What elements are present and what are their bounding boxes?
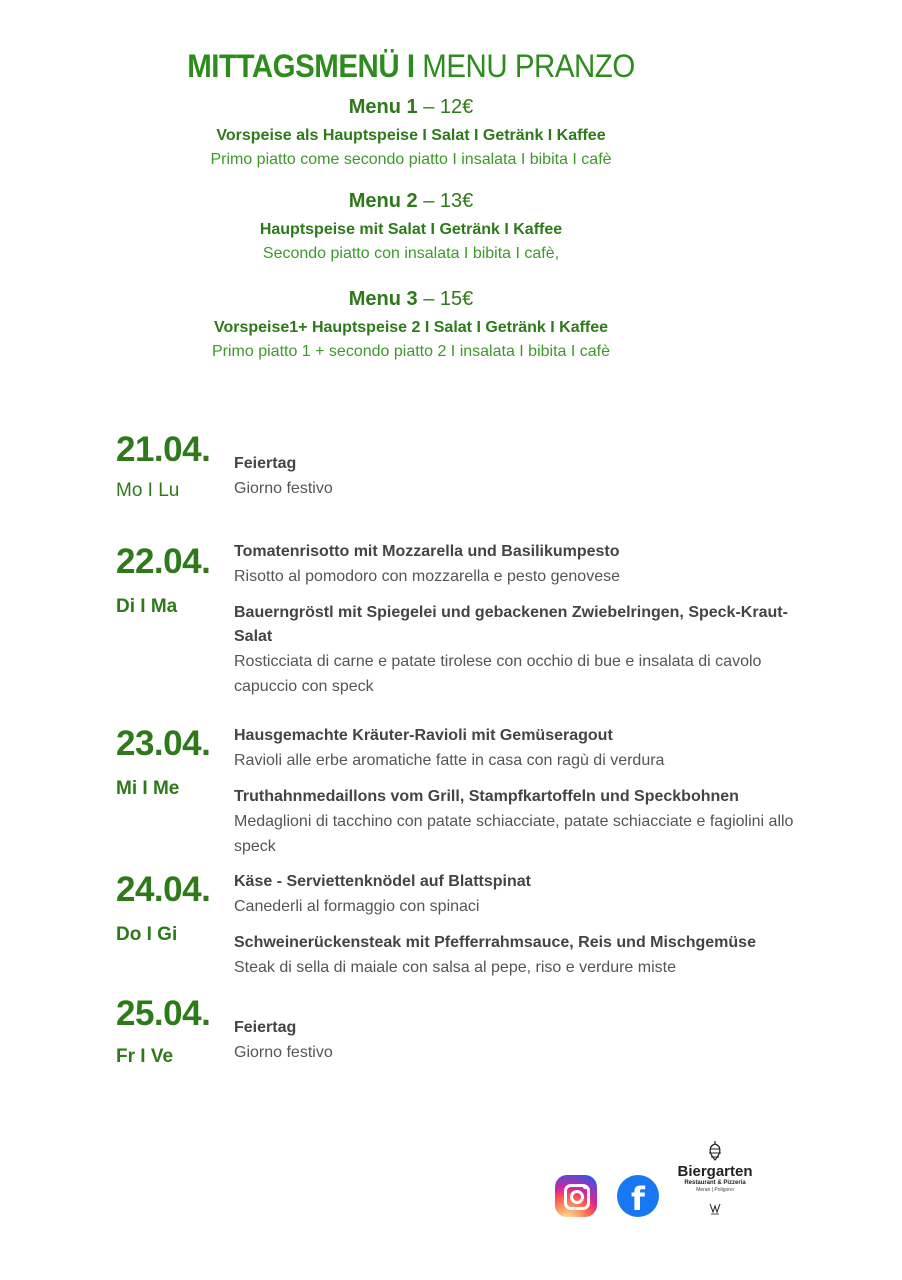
day-dishes: [234, 1016, 794, 1077]
dish-name-de: Bauerngröstl mit Spiegelei und gebackenen Zwiebelringen, Speck-Kraut-Salat: [234, 604, 788, 645]
title-bold: MITTAGSMENÜ I: [187, 48, 415, 84]
dish-name-de: Hausgemachte Kräuter-Ravioli mit Gemüseragout: [234, 727, 613, 744]
dish-name-it: Ravioli alle erbe aromatiche fatte in casa con ragù di verdura: [234, 752, 665, 769]
dish-name-it: Risotto al pomodoro con mozzarella e pesto genovese: [234, 568, 620, 585]
day-dishes: [234, 540, 794, 711]
menu-name: Menu 1: [348, 96, 418, 118]
logo-location: Meran | Poligono: [696, 1187, 734, 1193]
menu-description-it: Primo piatto come secondo piatto I insalata I bibita I cafè: [210, 151, 612, 168]
dish: [234, 540, 794, 589]
logo-subtitle: Restaurant & Pizzeria: [684, 1180, 746, 1186]
footer: [555, 1140, 775, 1230]
menu-description-de: Vorspeise als Hauptspeise I Salat I Getränk I Kaffee: [216, 127, 606, 144]
day-weekday: Mi I Me: [116, 778, 180, 799]
day-dishes: [234, 870, 794, 992]
day-weekday: Di I Ma: [116, 596, 178, 617]
menu-price: – 15€: [423, 288, 474, 310]
menu-offer-3: [0, 288, 822, 361]
dish: [234, 724, 794, 773]
menu-offer-2: [0, 190, 822, 263]
dish: [234, 931, 794, 980]
menu-price: – 13€: [423, 190, 474, 212]
menu-name: Menu 2: [348, 190, 418, 212]
dish-name-de: Käse - Serviettenknödel auf Blattspinat: [234, 873, 531, 890]
dish-name-de: Feiertag: [234, 455, 297, 472]
menu-description-it: Secondo piatto con insalata I bibita I cafè,: [262, 245, 560, 262]
logo-name: Biergarten: [677, 1163, 753, 1180]
menu-description-it: Primo piatto 1 + secondo piatto 2 I insalata I bibita I cafè: [211, 343, 610, 360]
dish: [234, 870, 794, 919]
day-weekday: Fr I Ve: [116, 1046, 174, 1067]
menu-description-de: Hauptspeise mit Salat I Getränk I Kaffee: [259, 221, 563, 238]
dish-name-de: Feiertag: [234, 1019, 297, 1036]
dish-name-de: Truthahnmedaillons vom Grill, Stampfkartoffeln und Speckbohnen: [234, 788, 739, 805]
day-weekday: Mo I Lu: [116, 480, 180, 501]
day-date: 24.04.: [116, 870, 211, 909]
facebook-glyph: f: [631, 1180, 645, 1217]
dish-name-it: Giorno festivo: [234, 1044, 333, 1061]
dish: [234, 601, 794, 699]
dish: [234, 785, 794, 859]
day-weekday: Do I Gi: [116, 924, 178, 945]
dish-name-it: Rosticciata di carne e patate tirolese con occhio di bue e insalata di cavolo capuccio con speck: [234, 653, 762, 695]
hop-icon: [705, 1140, 725, 1162]
dish-name-it: Giorno festivo: [234, 480, 333, 497]
dish-name-it: Medaglioni di tacchino con patate schiacciate, patate schiacciate e fagiolini allo speck: [234, 813, 794, 855]
day-dishes: [234, 724, 794, 871]
dish: [234, 1016, 794, 1065]
menu-price: – 12€: [423, 96, 474, 118]
day-date: 25.04.: [116, 994, 211, 1033]
day-date: 21.04.: [116, 430, 211, 469]
instagram-icon[interactable]: [555, 1175, 597, 1217]
page-title: [33, 48, 789, 85]
dish-name-it: Canederli al formaggio con spinaci: [234, 898, 480, 915]
facebook-icon[interactable]: [617, 1175, 659, 1217]
menu-name: Menu 3: [348, 288, 418, 310]
menu-offer-1: [0, 96, 822, 169]
day-dishes: [234, 452, 794, 513]
biergarten-logo: [667, 1140, 763, 1216]
dish: [234, 452, 794, 501]
day-date: 22.04.: [116, 542, 211, 581]
monogram-icon: [707, 1200, 723, 1216]
menu-description-de: Vorspeise1+ Hauptspeise 2 I Salat I Getränk I Kaffee: [213, 319, 609, 336]
day-date: 23.04.: [116, 724, 211, 763]
dish-name-de: Tomatenrisotto mit Mozzarella und Basilikumpesto: [234, 543, 620, 560]
title-light: MENU PRANZO: [422, 48, 635, 84]
dish-name-it: Steak di sella di maiale con salsa al pepe, riso e verdure miste: [234, 959, 676, 976]
dish-name-de: Schweinerückensteak mit Pfefferrahmsauce, Reis und Mischgemüse: [234, 934, 756, 951]
